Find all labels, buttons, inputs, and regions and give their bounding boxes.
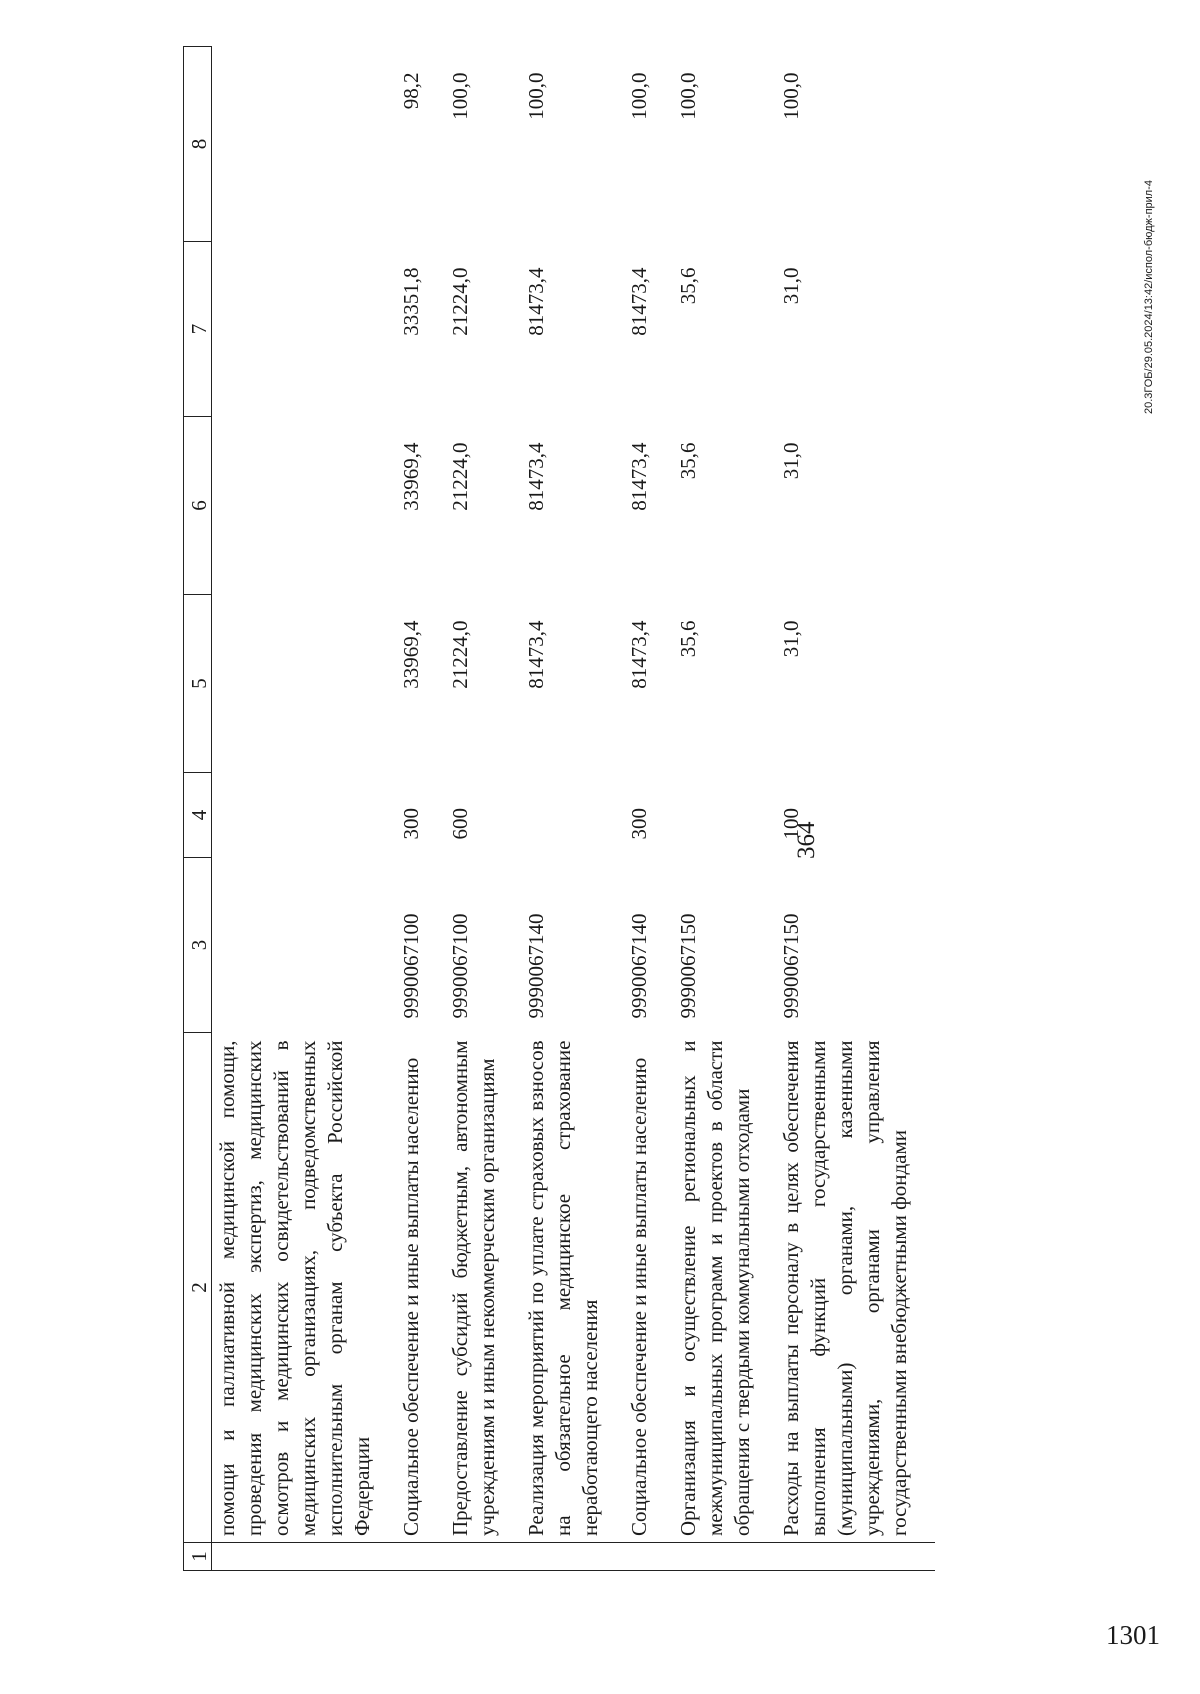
- table-row: [778, 47, 935, 1571]
- header-cell: 1: [184, 1543, 212, 1571]
- expense-type-cell: 300: [399, 808, 423, 840]
- value-cell-7: 33351,8: [399, 267, 423, 336]
- document-footer-code: 20.3ГОБ/29.05.2024/13:42/испол-бюдж-прил-4: [1143, 180, 1155, 414]
- expense-type-cell: 100: [779, 808, 803, 840]
- target-code-cell: 9990067140: [524, 913, 548, 1019]
- budget-table: [183, 46, 935, 1571]
- value-cell-6: 81473,4: [524, 442, 548, 511]
- header-cell: 6: [184, 417, 212, 595]
- row-number-cell: [447, 1543, 523, 1571]
- row-number-cell: [675, 1543, 778, 1571]
- table-row: [523, 47, 626, 1571]
- row-number-cell: [212, 1543, 399, 1571]
- value-cell-5: 33969,4: [399, 620, 423, 689]
- value-cell-8: 98,2: [399, 72, 423, 110]
- row-number-cell: [523, 1543, 626, 1571]
- description-cell: помощи и паллиативной медицинской помощи, проведения медицинских экспертиз, медицинских осмотров и медицинских освидетельствований в медицинских организациях, подведомственных исполнительным органам субъекта Российской Федерации: [215, 1040, 374, 1536]
- value-cell-6: 81473,4: [627, 442, 651, 511]
- value-cell-5: 21224,0: [448, 620, 472, 689]
- header-row: [184, 47, 212, 1571]
- value-cell-5: 81473,4: [524, 620, 548, 689]
- header-cell: 3: [184, 858, 212, 1033]
- value-cell-7: 31,0: [779, 267, 803, 305]
- target-code-cell: [212, 858, 399, 1033]
- value-cell-7: 81473,4: [627, 267, 651, 336]
- value-cell-5: 81473,4: [627, 620, 651, 689]
- table-row: [212, 47, 399, 1571]
- header-cell: 5: [184, 595, 212, 773]
- table-row: [675, 47, 778, 1571]
- value-cell-8: 100,0: [627, 72, 651, 120]
- row-number-cell: [626, 1543, 675, 1571]
- description-cell: Реализация мероприятий по уплате страховых взносов на обязательное медицинское страхование неработающего населения: [524, 1040, 602, 1536]
- expense-type-cell: 600: [448, 808, 472, 840]
- description-cell: Предоставление субсидий бюджетным, автономным учреждениям и иным некоммерческим организациям: [448, 1040, 499, 1536]
- description-cell: Организация и осуществление региональных и межмуниципальных программ и проектов в области обращения с твердыми коммунальными отходами: [676, 1040, 754, 1536]
- target-code-cell: 9990067140: [627, 913, 651, 1019]
- value-cell-8: 100,0: [524, 72, 548, 120]
- expense-type-cell: [523, 773, 626, 858]
- value-cell-7: 81473,4: [524, 267, 548, 336]
- description-cell: Расходы на выплаты персоналу в целях обеспечения выполнения функций государственными (муниципальными) органами, казенными учреждениями, органами управления государственными внебюджетными фондами: [779, 1040, 911, 1536]
- sheet-number: 1301: [1106, 1620, 1160, 1650]
- target-code-cell: 9990067150: [779, 913, 803, 1019]
- page-number: 364: [793, 821, 820, 859]
- value-cell-8: 100,0: [448, 72, 472, 120]
- value-cell-8: [212, 47, 399, 242]
- target-code-cell: 9990067100: [399, 913, 423, 1019]
- row-number-cell: [778, 1543, 935, 1571]
- target-code-cell: 9990067150: [676, 913, 700, 1019]
- description-cell: Социальное обеспечение и иные выплаты населению: [627, 1057, 651, 1536]
- value-cell-6: 35,6: [676, 442, 700, 480]
- header-cell: 8: [184, 47, 212, 242]
- value-cell-8: 100,0: [676, 72, 700, 120]
- value-cell-5: 35,6: [676, 620, 700, 658]
- value-cell-6: 33969,4: [399, 442, 423, 511]
- value-cell-7: [212, 242, 399, 417]
- header-cell: 7: [184, 242, 212, 417]
- value-cell-7: 35,6: [676, 267, 700, 305]
- target-code-cell: 9990067100: [448, 913, 472, 1019]
- value-cell-6: 21224,0: [448, 442, 472, 511]
- expense-type-cell: 300: [627, 808, 651, 840]
- value-cell-6: 31,0: [779, 442, 803, 480]
- expense-type-cell: [675, 773, 778, 858]
- table-row: [626, 47, 675, 1571]
- value-cell-5: [212, 595, 399, 773]
- value-cell-8: 100,0: [779, 72, 803, 120]
- expense-type-cell: [212, 773, 399, 858]
- table-row: [447, 47, 523, 1571]
- table-row: [398, 47, 447, 1571]
- row-number-cell: [398, 1543, 447, 1571]
- header-cell: 2: [184, 1033, 212, 1543]
- header-cell: 4: [184, 773, 212, 858]
- value-cell-5: 31,0: [779, 620, 803, 658]
- value-cell-7: 21224,0: [448, 267, 472, 336]
- value-cell-6: [212, 417, 399, 595]
- description-cell: Социальное обеспечение и иные выплаты населению: [399, 1057, 423, 1536]
